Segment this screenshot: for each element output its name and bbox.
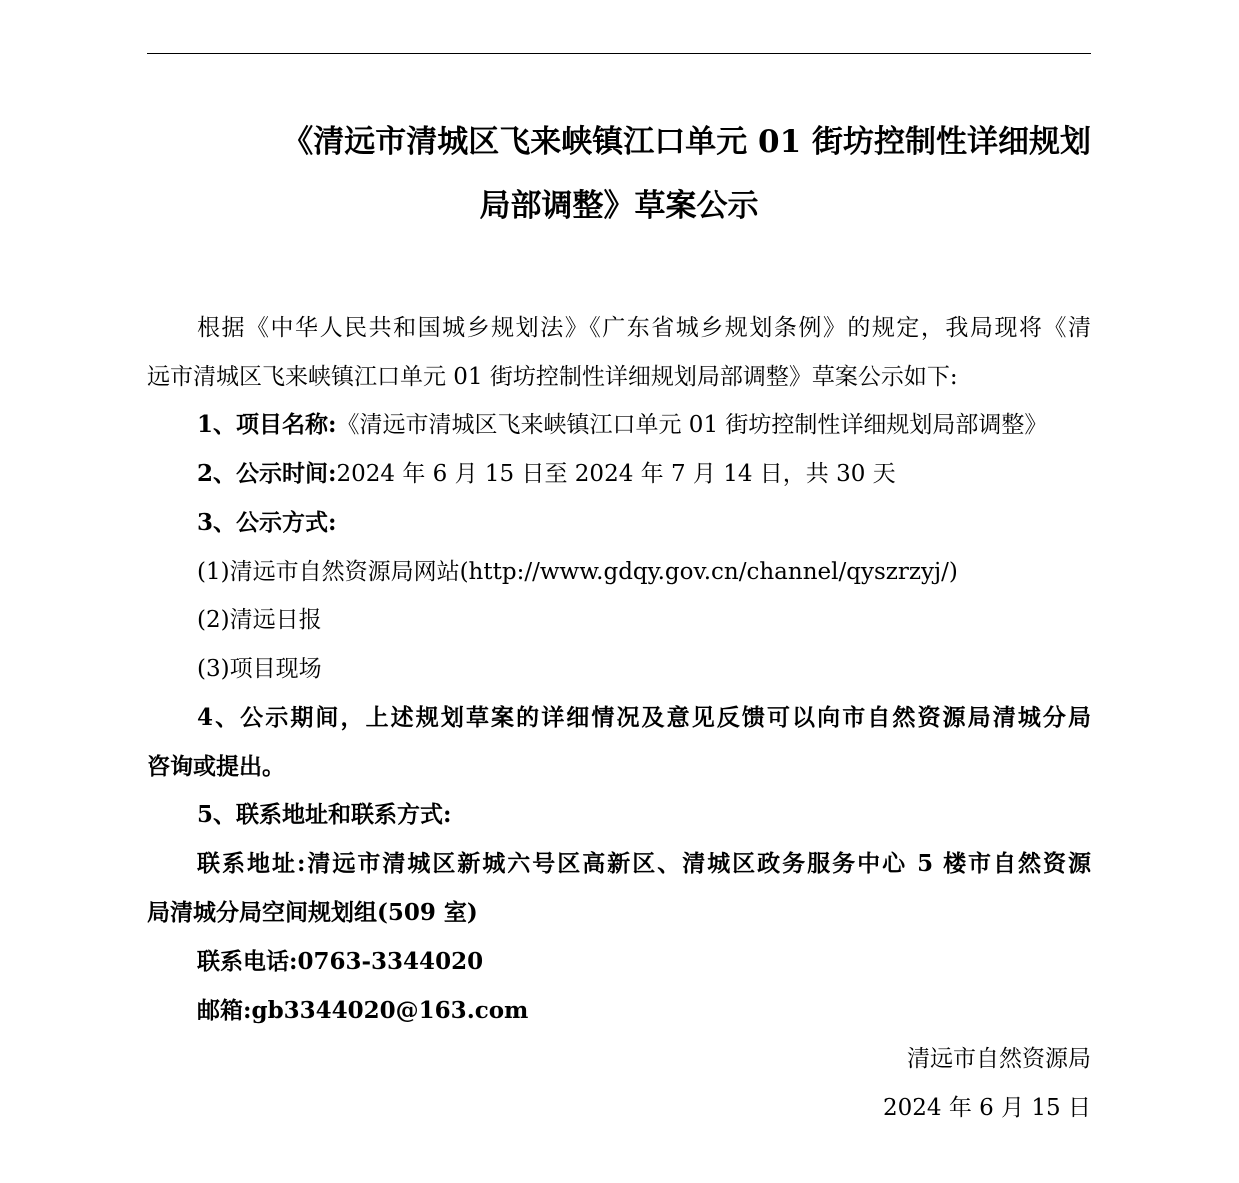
publicity-method-website: (1)清远市自然资源局网站(http://www.gdqy.gov.cn/channel/qyszrzyj/) bbox=[197, 559, 958, 585]
project-name-value: 《清远市清城区飞来峡镇江口单元 01 街坊控制性详细规划局部调整》 bbox=[336, 412, 1048, 438]
header-rule bbox=[147, 53, 1091, 54]
intro-paragraph-line-1: 根据《中华人民共和国城乡规划法》《广东省城乡规划条例》的规定，我局现将《清 bbox=[197, 315, 1091, 341]
feedback-paragraph-line-1: 4、公示期间，上述规划草案的详细情况及意见反馈可以向市自然资源局清城分局 bbox=[197, 704, 1091, 731]
contact-address-line-2: 局清城分局空间规划组(509 室) bbox=[147, 899, 478, 926]
publicity-method-label: 3、公示方式: bbox=[197, 509, 337, 536]
document-title-line-1: 《清远市清城区飞来峡镇江口单元 01 街坊控制性详细规划 bbox=[282, 124, 1091, 160]
project-name-item bbox=[147, 410, 1091, 440]
publicity-period-item bbox=[147, 459, 1091, 489]
feedback-paragraph-line-2: 咨询或提出。 bbox=[147, 753, 285, 780]
contact-heading: 5、联系地址和联系方式: bbox=[197, 801, 452, 828]
signature-date: 2024 年 6 月 15 日 bbox=[883, 1095, 1091, 1121]
publicity-method-newspaper: (2)清远日报 bbox=[197, 607, 322, 633]
contact-phone: 联系电话:0763-3344020 bbox=[197, 948, 484, 975]
publicity-period-value: 2024 年 6 月 15 日至 2024 年 7 月 14 日，共 30 天 bbox=[336, 461, 896, 487]
contact-address-line-1: 联系地址:清远市清城区新城六号区高新区、清城区政务服务中心 5 楼市自然资源 bbox=[197, 850, 1091, 877]
publicity-method-site: (3)项目现场 bbox=[197, 656, 322, 682]
publicity-period-label: 2、公示时间: bbox=[197, 460, 337, 487]
signature-organization: 清远市自然资源局 bbox=[907, 1046, 1091, 1072]
project-name-label: 1、项目名称: bbox=[197, 411, 337, 438]
contact-email: 邮箱:gb3344020@163.com bbox=[197, 997, 529, 1024]
intro-paragraph-line-2: 远市清城区飞来峡镇江口单元 01 街坊控制性详细规划局部调整》草案公示如下: bbox=[147, 364, 958, 390]
document-title-line-2: 局部调整》草案公示 bbox=[479, 188, 759, 224]
